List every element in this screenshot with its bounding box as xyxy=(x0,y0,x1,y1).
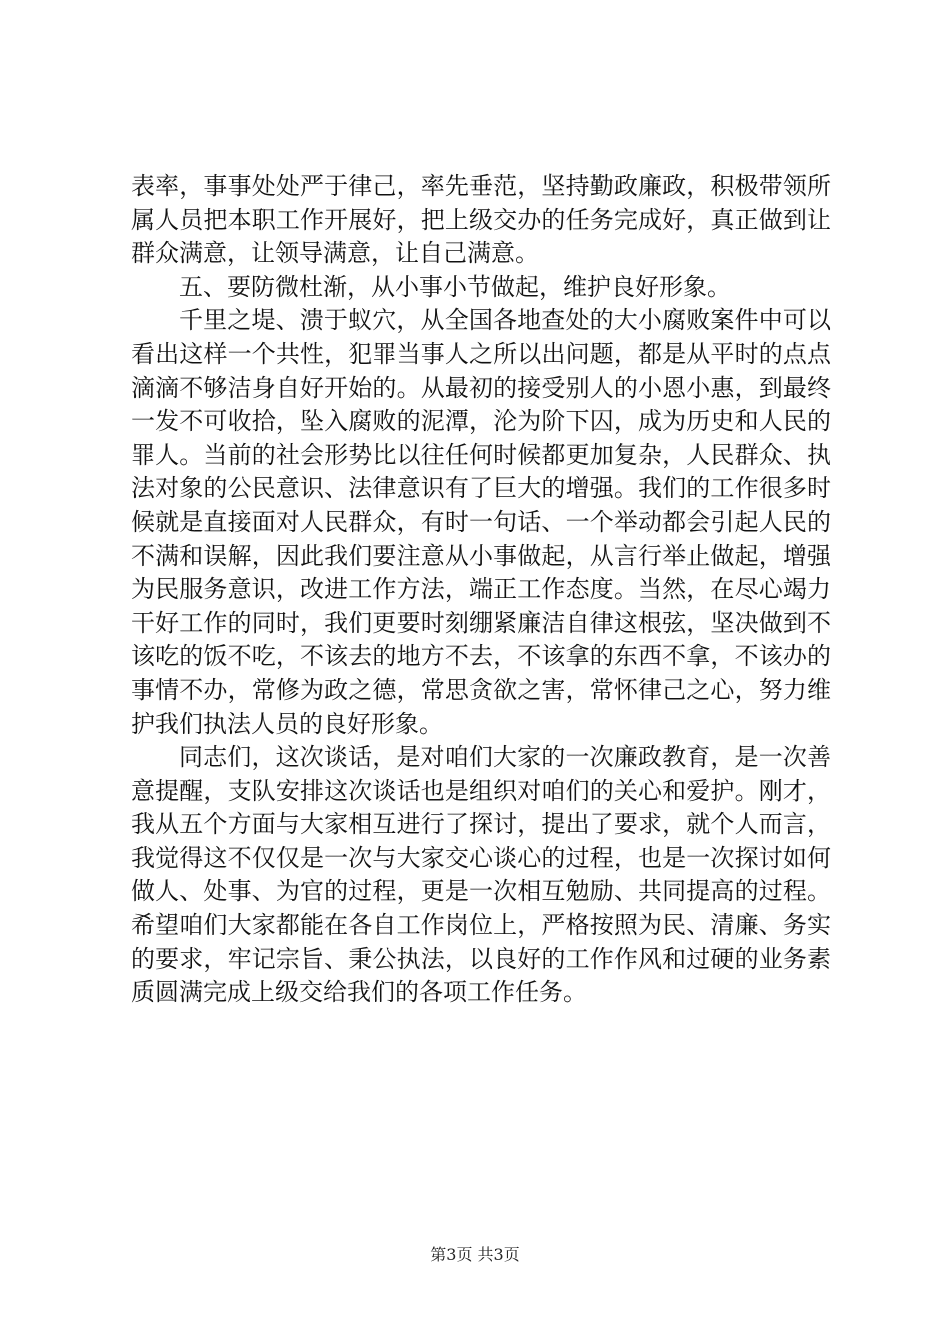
paragraph-closing: 同志们，这次谈话，是对咱们大家的一次廉政教育，是一次善意提醒，支队安排这次谈话也是组织对咱们的关心和爱护。刚才，我从五个方面与大家相互进行了探讨，提出了要求，就个人而言，我觉得这不仅仅是一次与大家交心谈心的过程，也是一次探讨如何做人、处事、为官的过程，更是一次相互勉励、共同提高的过程。希望咱们大家都能在各自工作岗位上，严格按照为民、清廉、务实的要求，牢记宗旨、秉公执法，以良好的工作作风和过硬的业务素质圆满完成上级交给我们的各项工作任务。 xyxy=(131,743,831,1007)
section-heading-five: 五、要防微杜渐，从小事小节做起，维护良好形象。 xyxy=(179,272,731,301)
paragraph: 千里之堤、溃于蚁穴，从全国各地查处的大小腐败案件中可以看出这样一个共性，犯罪当事人之所以出问题，都是从平时的点点滴滴不够洁身自好开始的。从最初的接受别人的小恩小惠，到最终一发不可收拾，坠入腐败的泥潭，沦为阶下囚，成为历史和人民的罪人。当前的社会形势比以往任何时候都更加复杂，人民群众、执法对象的公民意识、法律意识有了巨大的增强。我们的工作很多时候就是直接面对人民群众，有时一句话、一个举动都会引起人民的不满和误解，因此我们要注意从小事做起，从言行举止做起，增强为民服务意识，改进工作方法，端正工作态度。当然，在尽心竭力干好工作的同时，我们更要时刻绷紧廉洁自律这根弦，坚决做到不该吃的饭不吃，不该去的地方不去，不该拿的东西不拿，不该办的事情不办，常修为政之德，常思贪欲之害，常怀律己之心，努力维护我们执法人员的良好形象。 xyxy=(131,306,831,738)
paragraph-continuation: 表率，事事处处严于律己，率先垂范，坚持勤政廉政，积极带领所属人员把本职工作开展好，把上级交办的任务完成好，真正做到让群众满意，让领导满意，让自己满意。 xyxy=(131,172,831,268)
document-body xyxy=(131,170,831,1010)
page-number-footer: 第3页 共3页 xyxy=(430,1245,520,1264)
